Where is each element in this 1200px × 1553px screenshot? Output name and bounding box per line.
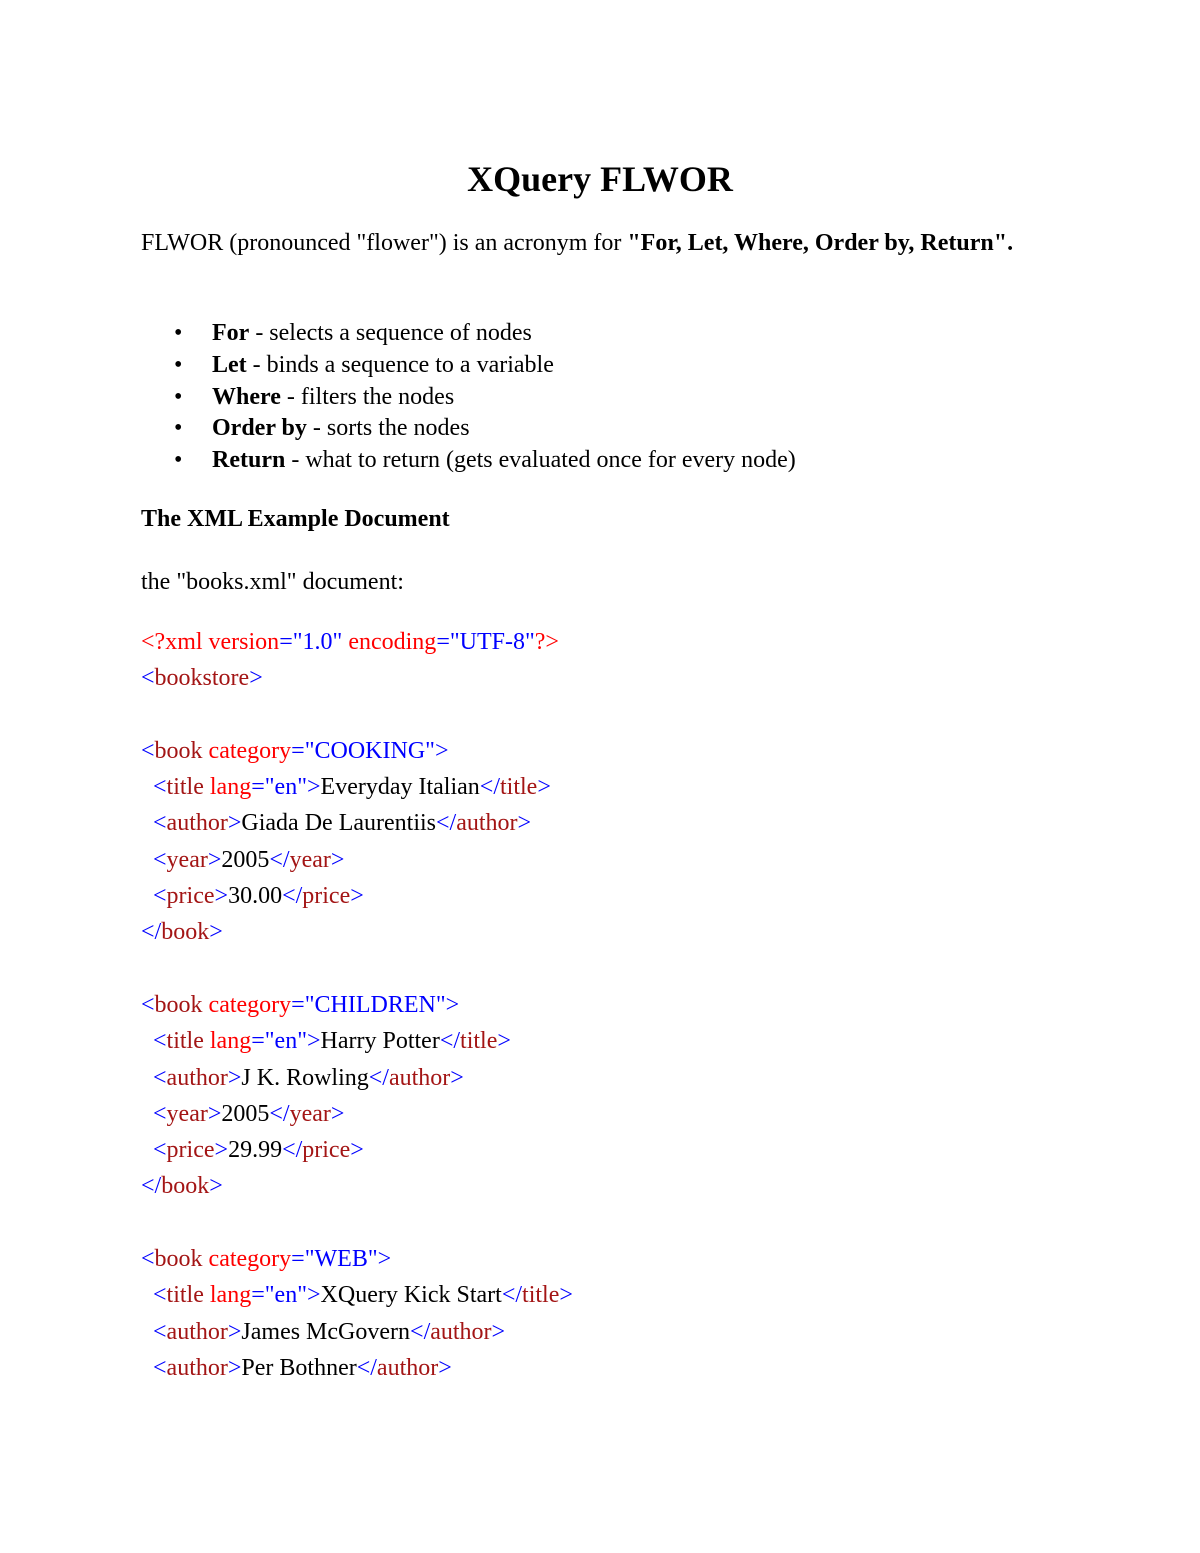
xml-bracket: <	[153, 1100, 167, 1127]
xml-tag-name: year	[289, 1100, 331, 1127]
code-line	[141, 1241, 573, 1277]
xml-tag-name: author	[376, 1354, 439, 1381]
section-heading: The XML Example Document	[141, 506, 450, 532]
xml-bracket: </	[439, 1028, 461, 1055]
xml-attr-value: ="CHILDREN"	[291, 991, 446, 1018]
xml-attr-name: category	[202, 1246, 292, 1273]
xml-bracket: <	[153, 1354, 167, 1381]
list-item	[141, 413, 796, 445]
xml-bracket: </	[501, 1282, 523, 1309]
code-line	[141, 1132, 573, 1168]
xml-tag-name: title	[522, 1282, 560, 1309]
xml-attr-value: ="UTF-8"	[436, 629, 535, 655]
code-line	[141, 1060, 573, 1096]
xml-bracket: >	[227, 1354, 242, 1381]
xml-bracket: >	[517, 810, 532, 837]
xml-code-block	[141, 624, 573, 1386]
list-item-term: Order by	[212, 415, 307, 442]
xml-bracket: >	[227, 1318, 242, 1345]
xml-bracket: <	[153, 1028, 167, 1055]
xml-tag-name: author	[456, 810, 518, 837]
list-item-desc: - sorts the nodes	[306, 415, 470, 442]
xml-bracket: <	[153, 1137, 167, 1164]
xml-tag-name: author	[166, 810, 228, 837]
xml-bracket: <	[153, 810, 167, 837]
xml-bracket: >	[227, 1064, 242, 1091]
xml-bracket: >	[350, 1137, 364, 1164]
code-line	[141, 842, 573, 878]
xml-tag-name: author	[166, 1318, 228, 1345]
xml-bracket: >	[491, 1318, 506, 1345]
xml-declaration: encoding	[342, 629, 437, 655]
xml-bracket: >	[438, 1354, 452, 1381]
xml-bracket: >	[450, 1064, 464, 1091]
xml-tag-name: author	[166, 1064, 228, 1091]
code-line	[141, 1277, 573, 1313]
xml-text: Everyday Italian	[320, 774, 480, 801]
xml-bracket: >	[559, 1282, 573, 1309]
xml-tag-name: title	[166, 1028, 204, 1055]
xml-bracket: <	[141, 737, 155, 764]
intro-text: FLWOR (pronounced "flower") is an acronym for	[141, 230, 628, 256]
bullet-icon: •	[174, 447, 183, 473]
xml-text: J K. Rowling	[241, 1064, 369, 1091]
intro-acronym: "For, Let, Where, Order by, Return".	[627, 230, 1014, 256]
xml-tag-name: year	[166, 846, 208, 873]
xml-bracket: >	[497, 1028, 511, 1055]
xml-text: 30.00	[228, 883, 283, 910]
page-title: XQuery FLWOR	[467, 159, 733, 199]
xml-bracket: </	[479, 774, 500, 801]
xml-bracket: <	[153, 1282, 167, 1309]
xml-bracket: >	[445, 991, 460, 1018]
xml-bracket: >	[214, 1137, 229, 1164]
xml-bracket: </	[269, 846, 290, 873]
xml-bracket: <	[153, 846, 167, 873]
xml-tag-name: author	[430, 1318, 492, 1345]
xml-attr-value: ="WEB"	[291, 1246, 378, 1273]
list-item-desc: - selects a sequence of nodes	[249, 320, 532, 346]
xml-tag-name: title	[166, 774, 204, 801]
xml-declaration: <?xml version	[141, 629, 280, 655]
xml-bracket: </	[436, 810, 457, 837]
xml-attr-name: lang	[203, 1028, 252, 1055]
code-line	[141, 660, 573, 696]
xml-bracket: >	[537, 774, 551, 801]
xml-attr-name: lang	[203, 1282, 252, 1309]
intro-paragraph	[141, 227, 1061, 259]
xml-bracket: </	[141, 1173, 162, 1200]
xml-tag-name: year	[289, 846, 331, 873]
code-line	[141, 733, 573, 769]
xml-bracket: >	[207, 1100, 222, 1127]
xml-tag-name: title	[166, 1282, 204, 1309]
xml-attr-name: lang	[203, 774, 252, 801]
xml-bracket: >	[330, 846, 345, 873]
xml-bracket: >	[434, 737, 449, 764]
xml-tag-name: title	[460, 1028, 498, 1055]
xml-bracket: >	[306, 1028, 321, 1055]
xml-attr-value: ="1.0"	[279, 629, 343, 655]
bullet-icon: •	[174, 351, 183, 378]
document-label: the "books.xml" document:	[141, 569, 404, 595]
xml-bracket: <	[141, 1246, 155, 1273]
xml-bracket: <	[141, 665, 155, 692]
xml-text: XQuery Kick Start	[320, 1282, 502, 1309]
xml-bracket: <	[153, 1064, 167, 1091]
xml-tag-name: author	[166, 1354, 228, 1381]
code-blank-line	[141, 697, 573, 733]
xml-text: 29.99	[228, 1137, 283, 1164]
xml-bracket: </	[356, 1354, 377, 1381]
xml-text: 2005	[221, 846, 270, 873]
xml-bracket: >	[209, 1173, 223, 1200]
xml-bracket: </	[141, 919, 162, 946]
code-line	[141, 1023, 573, 1059]
xml-bracket: </	[282, 883, 303, 910]
xml-bracket: <	[153, 774, 167, 801]
code-line	[141, 987, 573, 1023]
xml-text: Harry Potter	[320, 1028, 440, 1055]
list-item-desc: - binds a sequence to a variable	[246, 351, 554, 378]
code-line	[141, 1168, 573, 1204]
list-item-term: Return	[212, 447, 286, 473]
xml-tag-name: year	[166, 1100, 208, 1127]
xml-tag-name: price	[166, 1137, 215, 1164]
xml-tag-name: book	[154, 991, 203, 1018]
xml-attr-value: ="en"	[251, 1282, 307, 1309]
bullet-icon: •	[174, 383, 183, 410]
xml-tag-name: price	[302, 1137, 351, 1164]
list-item	[141, 350, 796, 382]
xml-bracket: <	[153, 883, 167, 910]
xml-bracket: </	[269, 1100, 290, 1127]
code-line	[141, 878, 573, 914]
code-line	[141, 1350, 573, 1386]
list-item	[141, 382, 796, 414]
list-item-term: Where	[212, 383, 281, 410]
list-item-term: For	[212, 320, 250, 346]
bullet-icon: •	[174, 415, 183, 442]
bullet-icon: •	[174, 320, 183, 346]
xml-bracket: >	[350, 883, 364, 910]
xml-text: Per Bothner	[241, 1354, 357, 1381]
xml-bracket: >	[249, 665, 263, 692]
xml-tag-name: title	[500, 774, 538, 801]
xml-bracket: >	[214, 883, 229, 910]
xml-text: 2005	[221, 1100, 270, 1127]
xml-tag-name: book	[161, 1173, 210, 1200]
xml-bracket: >	[330, 1100, 345, 1127]
xml-text: Giada De Laurentiis	[241, 810, 436, 837]
xml-tag-name: book	[154, 737, 203, 764]
xml-tag-name: bookstore	[154, 665, 250, 692]
list-item	[141, 445, 796, 477]
xml-bracket: </	[368, 1064, 389, 1091]
xml-bracket: </	[410, 1318, 431, 1345]
xml-bracket: >	[306, 774, 321, 801]
code-blank-line	[141, 1205, 573, 1241]
xml-bracket: </	[282, 1137, 303, 1164]
xml-attr-value: ="en"	[251, 774, 307, 801]
xml-attr-value: ="COOKING"	[291, 737, 435, 764]
xml-declaration: ?>	[534, 629, 559, 655]
xml-text: James McGovern	[241, 1318, 411, 1345]
code-line	[141, 1314, 573, 1350]
xml-attr-name: category	[202, 737, 292, 764]
xml-bracket: >	[227, 810, 242, 837]
xml-tag-name: price	[302, 883, 351, 910]
xml-tag-name: book	[154, 1246, 203, 1273]
code-line	[141, 914, 573, 950]
xml-tag-name: book	[161, 919, 210, 946]
code-line	[141, 769, 573, 805]
xml-bracket: >	[306, 1282, 321, 1309]
xml-bracket: <	[153, 1318, 167, 1345]
list-item-term: Let	[212, 351, 247, 378]
xml-bracket: <	[141, 991, 155, 1018]
flwor-list	[141, 318, 796, 477]
code-blank-line	[141, 951, 573, 987]
xml-bracket: >	[377, 1246, 392, 1273]
xml-attr-name: category	[202, 991, 292, 1018]
code-line	[141, 1096, 573, 1132]
list-item-desc: - filters the nodes	[280, 383, 455, 410]
code-line	[141, 805, 573, 841]
xml-bracket: >	[207, 846, 222, 873]
xml-tag-name: author	[388, 1064, 451, 1091]
list-item	[141, 318, 796, 350]
list-item-desc: - what to return (gets evaluated once for every node)	[285, 447, 796, 473]
xml-bracket: >	[209, 919, 223, 946]
code-line	[141, 624, 573, 660]
xml-attr-value: ="en"	[251, 1028, 307, 1055]
xml-tag-name: price	[166, 883, 215, 910]
